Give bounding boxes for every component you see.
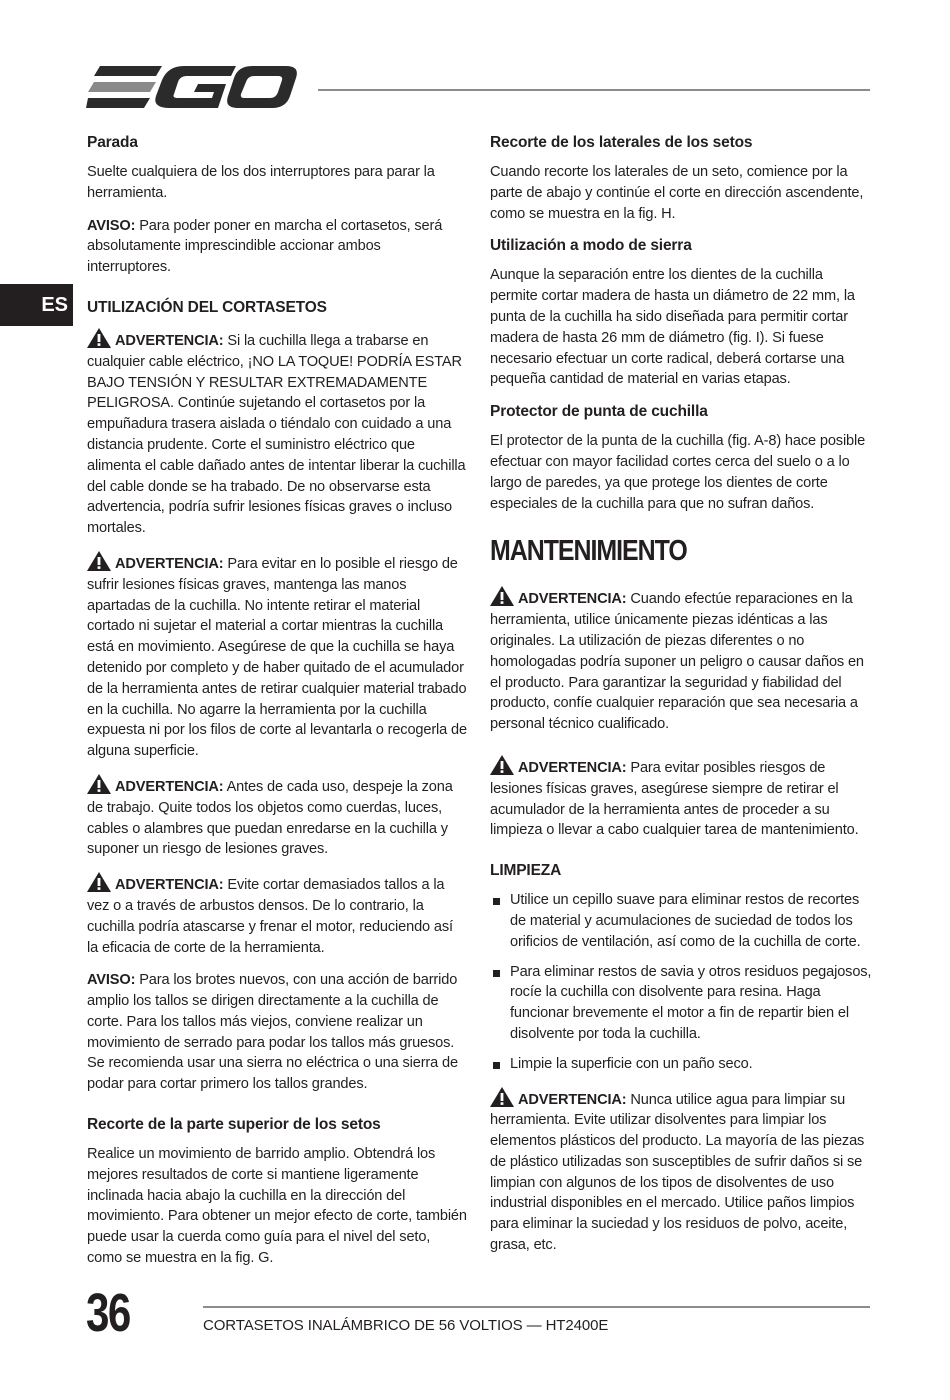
parada-heading: Parada (87, 134, 138, 151)
warning-paragraph (87, 872, 467, 958)
footer-title: CORTASETOS INALÁMBRICO DE 56 VOLTIOS — HT2400E (203, 1317, 609, 1334)
utilizacion-aviso (87, 970, 467, 1095)
header-rule (318, 89, 870, 91)
recorte-superior-heading: Recorte de la parte superior de los setos (87, 1116, 381, 1134)
list-item-text: Para eliminar restos de savia y otros residuos pegajosos, rocíe la cuchilla con disolvente para resina. Haga funcionar brevemente el motor a fin de repartir bien el disolvente por toda la cuchilla. (510, 963, 872, 1042)
list-item (490, 962, 872, 1045)
right-column (490, 133, 872, 1268)
language-tab (0, 284, 73, 326)
warning-paragraph (490, 1087, 872, 1256)
list-item (490, 1054, 872, 1075)
list-item-text: Limpie la superficie con un paño seco. (510, 1055, 753, 1072)
bullet-square-icon (493, 898, 500, 905)
protector-heading: Protector de punta de cuchilla (490, 403, 708, 421)
language-code: ES (41, 294, 68, 316)
warning-label: ADVERTENCIA: (518, 759, 627, 776)
warning-text: Evite cortar demasiados tallos a la vez o a través de arbustos densos. De lo contrario, la cuchilla podría atascarse y frenar el motor, reduciendo así la eficacia de corte de la herramienta. (87, 877, 453, 956)
utilizacion-heading: UTILIZACIÓN DEL CORTASETOS (87, 298, 327, 316)
bullet-square-icon (493, 970, 500, 977)
ego-logo (86, 62, 298, 112)
limpieza-list (490, 890, 872, 1074)
recorte-superior-text: Realice un movimiento de barrido amplio. Obtendrá los mejores resultados de corte si mantiene ligeramente inclinada hacia abajo la cuchilla en la dirección del movimiento. Para obtener un mejor efecto de corte, también puede usar la cuerda como guía para el nivel del seto, como se muestra en la fig. G. (87, 1146, 467, 1267)
warning-label: ADVERTENCIA: (115, 332, 224, 349)
warning-text: Cuando efectúe reparaciones en la herramienta, utilice únicamente piezas idénticas a las originales. La utilización de piezas diferentes o no homologadas podría suponer un peligro o causar daños en el producto. Para garantizar la seguridad y fiabilidad del producto, confíe cualquier reparación que sea necesaria a personal técnico cualificado. (490, 591, 864, 733)
parada-aviso (87, 216, 467, 278)
warning-label: ADVERTENCIA: (518, 1091, 627, 1108)
aviso-label: AVISO: (87, 972, 136, 989)
protector-text: El protector de la punta de la cuchilla (fig. A-8) hace posible efectuar con mayor facilidad cortes cerca del suelo o a lo largo de paredes, ya que protege los dientes de corte especiales de la cuchilla para que no sufran daños. (490, 433, 866, 512)
warning-text: Nunca utilice agua para limpiar su herramienta. Evite utilizar disolventes para limpiar los elementos plásticos del producto. La mayoría de las piezas de plástico utilizadas son susceptibles de sufrir daños si se limpian con algunos de los tipos de disolventes de uso industrial disponibles en el mercado. Utilice paños limpios para eliminar la suciedad y los residuos de polvo, aceite, grasa, etc. (490, 1091, 865, 1254)
warning-icon (87, 551, 111, 571)
aviso-text: Para poder poner en marcha el cortasetos, será absolutamente imprescindible accionar ambos interruptores. (87, 217, 443, 276)
recorte-laterales-text: Cuando recorte los laterales de un seto, comience por la parte de abajo y continúe el corte en dirección ascendente, como se muestra en la fig. H. (490, 164, 864, 222)
warning-label: ADVERTENCIA: (115, 877, 224, 894)
warning-text: Para evitar en lo posible el riesgo de sufrir lesiones físicas graves, mantenga las manos apartadas de la cuchilla. No intente retirar el material cortado ni sujetar el material a cortar mientras la cuchilla está en movimiento. Asegúrese de que la cuchilla se haya detenido por completo y de haber quitado de el acumulador de la herramienta antes de retirar cualquier material trabado en la cuchilla. No agarre la herramienta por la cuchilla expuesta ni por los filos de corte al levantarla o recogerla de alguna superficie. (87, 555, 467, 760)
aviso-label: AVISO: (87, 217, 136, 234)
warning-icon (490, 755, 514, 775)
bullet-square-icon (493, 1062, 500, 1069)
warning-icon (490, 1087, 514, 1107)
warning-paragraph (87, 551, 467, 762)
recorte-laterales-heading: Recorte de los laterales de los setos (490, 134, 753, 151)
left-column (87, 133, 467, 1281)
list-item-text: Utilice un cepillo suave para eliminar restos de recortes de material y acumulaciones de suciedad de todos los orificios de ventilación, así como de la cuchilla de corte. (510, 892, 861, 950)
warning-paragraph (87, 328, 467, 539)
warning-label: ADVERTENCIA: (518, 591, 627, 608)
warning-text: Si la cuchilla llega a trabarse en cualquier cable eléctrico, ¡NO LA TOQUE! PODRÍA ESTAR BAJO TENSIÓN Y RESULTAR EXTREMADAMENTE PELIGROSA. Continúe sujetando el cortasetos por la empuñadura trasera aislada o tiéndalo con cuidado a una distancia prudente. Corte el suministro eléctrico que alimenta el cable dañado antes de intentar liberar la cuchilla del cable donde se ha trabado. De no observarse esta advertencia, podría sufrir lesiones físicas graves o incluso mortales. (87, 332, 466, 537)
mantenimiento-heading: MANTENIMIENTO (490, 535, 687, 568)
warning-text: Para evitar posibles riesgos de lesiones físicas graves, asegúrese siempre de retirar el acumulador de la herramienta antes de proceder a su limpieza o llevar a cabo cualquier tarea de mantenimiento. (490, 759, 859, 839)
list-item (490, 890, 872, 952)
warning-paragraph (490, 755, 872, 841)
warning-icon (87, 328, 111, 348)
warning-paragraph (87, 774, 467, 860)
warning-icon (87, 872, 111, 892)
warning-icon (87, 774, 111, 794)
sierra-text: Aunque la separación entre los dientes de la cuchilla permite cortar madera de hasta un diámetro de 22 mm, la punta de la cuchilla ha sido diseñada para permitir cortar madera de hasta 26 mm de diámetro (fig. I). Si fuese necesario efectuar un corte radical, deberá cortarse una pequeña cantidad de material en varias etapas. (490, 267, 855, 388)
warning-label: ADVERTENCIA: (115, 555, 224, 572)
warning-label: ADVERTENCIA: (115, 778, 224, 795)
page-number: 36 (86, 1283, 130, 1343)
warning-paragraph (490, 586, 872, 735)
warning-text: Antes de cada uso, despeje la zona de trabajo. Quite todos los objetos como cuerdas, luces, cables o alambres que puedan enredarse en la cuchilla y suponer un riesgo de lesiones graves. (87, 778, 453, 858)
parada-text: Suelte cualquiera de los dos interruptores para parar la herramienta. (87, 164, 435, 201)
sierra-heading: Utilización a modo de sierra (490, 237, 692, 255)
footer-rule (203, 1306, 870, 1308)
warning-icon (490, 586, 514, 606)
aviso-text: Para los brotes nuevos, con una acción de barrido amplio los tallos se dirigen directamente a la cuchilla de corte. Para los tallos más viejos, conviene realizar un movimiento de serrado para podar los tallos más gruesos. Se recomienda usar una sierra no eléctrica o una sierra de podar para cortar primero los tallos grandes. (87, 972, 458, 1093)
limpieza-heading: LIMPIEZA (490, 862, 562, 880)
